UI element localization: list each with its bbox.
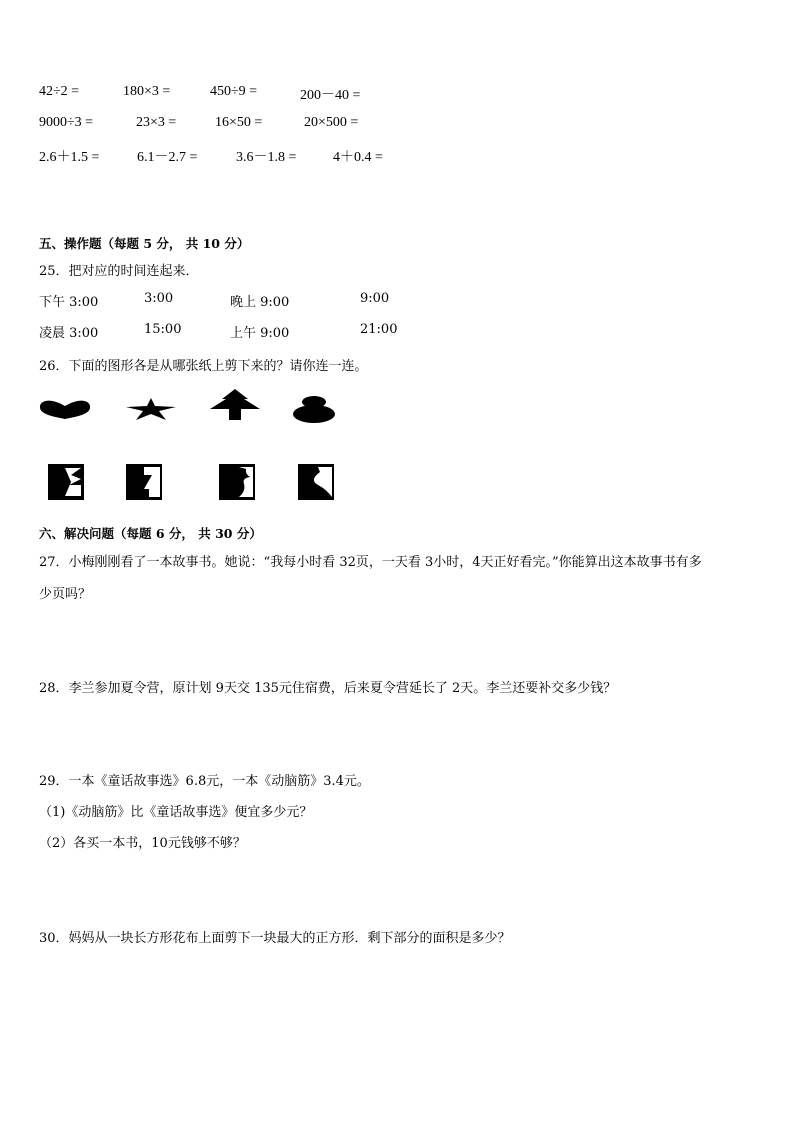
question-27-line-2: 少页吗？ (39, 587, 92, 602)
calc-item: 450÷9 = (210, 84, 258, 99)
star-shape-icon (124, 397, 178, 421)
time-label: 下午 3:00 (39, 295, 99, 310)
section-5-title: 五、操作题（每题 5 分， 共 10 分） (39, 236, 250, 251)
question-28: 28．李兰参加夏令营，原计划 9天交 135元住宿费，后来夏令营延长了 2天。李兰还要补交多少钱？ (39, 681, 617, 696)
heart-shape-icon (38, 398, 93, 422)
time-label: 15:00 (144, 322, 182, 337)
calc-item: 42÷2 = (39, 84, 80, 99)
snowman-shape-icon (292, 395, 338, 425)
question-26: 26．下面的图形各是从哪张纸上剪下来的？请你连一连。 (39, 359, 368, 374)
calc-item: 9000÷3 = (39, 115, 94, 130)
calc-item: 200－40 = (300, 88, 361, 103)
question-30: 30．妈妈从一块长方形花布上面剪下一块最大的正方形．剩下部分的面积是多少？ (39, 931, 511, 946)
calc-item: 6.1－2.7 = (137, 150, 198, 165)
time-label: 凌晨 3:00 (39, 326, 99, 341)
time-label: 9:00 (360, 291, 390, 306)
paper-cut-1-icon (48, 464, 84, 500)
time-label: 上午 9:00 (230, 326, 290, 341)
calc-item: 180×3 = (123, 84, 171, 99)
time-label: 21:00 (360, 322, 398, 337)
question-27-line-1: 27．小梅刚刚看了一本故事书。她说：“我每小时看 32页，一天看 3小时，4天正好看完。”你能算出这本故事书有多 (39, 555, 702, 570)
calc-item: 20×500 = (304, 115, 359, 130)
calc-item: 4＋0.4 = (333, 150, 383, 165)
section-6-title: 六、解决问题（每题 6 分， 共 30 分） (39, 526, 262, 541)
question-29-part-1: （1)《动脑筋》比《童话故事选》便宜多少元？ (39, 805, 313, 820)
calc-item: 2.6＋1.5 = (39, 150, 100, 165)
time-label: 晚上 9:00 (230, 295, 290, 310)
question-29-part-2: （2）各买一本书，10元钱够不够？ (39, 836, 246, 851)
time-label: 3:00 (144, 291, 174, 306)
question-25: 25．把对应的时间连起来． (39, 264, 199, 279)
tree-shape-icon (208, 389, 262, 421)
calc-item: 3.6－1.8 = (236, 150, 297, 165)
calc-item: 16×50 = (215, 115, 263, 130)
paper-cut-4-icon (298, 464, 334, 500)
paper-cut-3-icon (219, 464, 255, 500)
calc-item: 23×3 = (136, 115, 177, 130)
question-29: 29．一本《童话故事选》6.8元，一本《动脑筋》3.4元。 (39, 774, 370, 789)
paper-cut-2-icon (126, 464, 162, 500)
